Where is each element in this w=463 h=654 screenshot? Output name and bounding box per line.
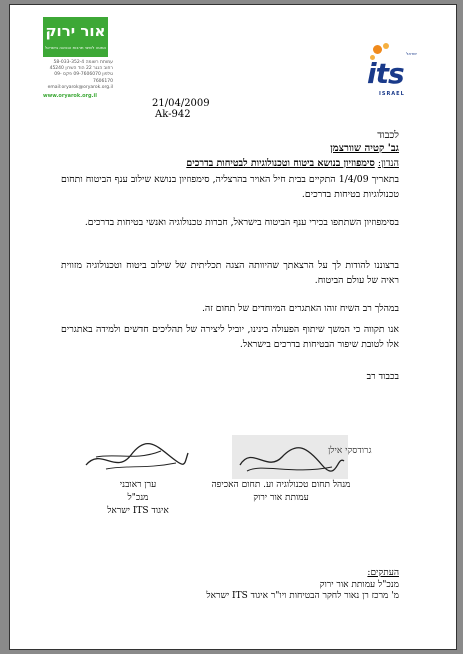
signature-image xyxy=(76,435,192,479)
contact-line: עמותת רשומה 58-033-352-4 xyxy=(53,60,113,65)
copies-block xyxy=(206,568,399,603)
letter-page xyxy=(9,4,457,650)
signatory-title: מנכ"ל xyxy=(127,493,149,503)
signatory-2 xyxy=(88,479,188,518)
or-yarok-contact xyxy=(43,60,113,99)
contact-line: רחוב הנגר 22 הוד השרון 45240 xyxy=(49,66,113,72)
signatory-name: ערן ראובני xyxy=(119,480,157,490)
copies-line: מ' מרכז רן נאור לחקר הבטיחות ויו"ר איגוד ITS ישראל xyxy=(206,591,399,601)
or-yarok-logo xyxy=(43,17,108,57)
its-country-top: ישראל xyxy=(406,51,417,56)
contact-line: טלפון 09-7606070 פקס 09-7606170 xyxy=(54,72,113,84)
or-yarok-logo-tagline: המטה לשינוי תרבות הנהיגה בישראל xyxy=(44,45,107,50)
or-yarok-logo-name: אור ירוק xyxy=(45,22,106,40)
subject-label: הנדון: xyxy=(377,158,399,169)
subject-line xyxy=(186,158,399,169)
body-paragraph: במהלך רב השיח זוהו האתגרים המיוחדים של תחום זה. xyxy=(201,303,399,314)
subject-text: סימפוזיון בנושא ביטוח וטכנולוגיות לבטיחות בדרכים xyxy=(186,158,375,169)
signatory-1 xyxy=(206,479,356,505)
recipient-name: גב' קטיה שוורצמן xyxy=(330,143,399,154)
signature-stamp-text: גרודסקי אילן xyxy=(328,446,372,456)
body-paragraph: בתאריך 1/4/09 התקיים בבית חיל האויר בהרצליה, סימפוזיון בנושא שילוב ענף הביטוח ותחום טכנולוגיות בטיחות בדרכים. xyxy=(61,174,400,200)
letter-meta xyxy=(152,98,210,120)
contact-line: email:oryarok@oryarok.org.il xyxy=(47,84,113,90)
body-paragraph: ברצוננו להודות לך על הרצאתך שהיוותה הצגה תכליתית של שילוב ביטוח וטכנולוגיה מזווית ראיה של עולם הביטוח. xyxy=(61,260,399,286)
recipient-block xyxy=(330,129,399,155)
its-logo-text: its xyxy=(367,57,404,90)
its-country-bottom: ISRAEL xyxy=(379,91,405,97)
body-paragraph: אנו תקווה כי המשך שיתוף הפעולה בינינו, יוביל ליצירה של תהליכים חדשים ולמידה באתגרים אלו לטובת שיפור הבטיחות בדרכים בישראל. xyxy=(61,324,399,350)
its-israel-logo xyxy=(365,43,425,101)
signatory-org: עמותת אור ירוק xyxy=(253,493,309,503)
logo-dot-icon xyxy=(383,43,389,49)
logo-dot-icon xyxy=(373,45,382,54)
letter-reference: Ak-942 xyxy=(155,109,191,120)
signatory-org: איגוד ITS ישראל xyxy=(107,506,169,516)
signature-stamp-image xyxy=(232,435,372,479)
copies-line: מנכ"ל עמותת אור ירוק xyxy=(319,579,399,590)
website-link[interactable]: www.oryarok.org.il xyxy=(43,93,97,100)
body-paragraph: בסימפוזיון השתתפו בכירי ענף הביטוח בישראל, חברות טכנולוגיה ואנשי בטיחות בדרכים. xyxy=(84,217,399,228)
signatory-title: מנהל תחום טכנולוגיה וע. תחום האכיפה xyxy=(211,480,351,490)
to-label: לכבוד xyxy=(377,130,399,141)
closing-line: בכבוד רב xyxy=(366,371,399,382)
copies-label: העתקים: xyxy=(367,568,399,578)
letter-date: 21/04/2009 xyxy=(152,98,210,109)
